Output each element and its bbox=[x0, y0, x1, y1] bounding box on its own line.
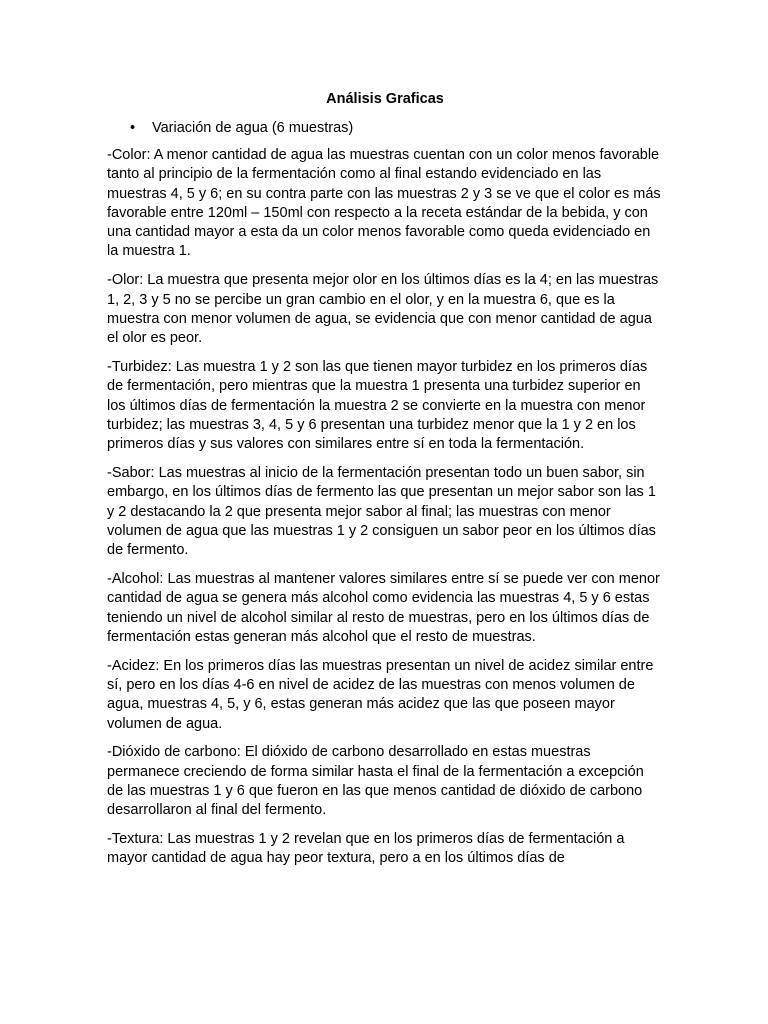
paragraph-dioxido-de-carbono: -Dióxido de carbono: El dióxido de carbono desarrollado en estas muestras permanece creciendo de forma similar hasta el final de la fermentación a excepción de las muestras 1 y 6 que fueron en las que menos cantidad de dióxido de carbono desarrollaron al final del fermento. bbox=[107, 744, 644, 819]
paragraph-olor: -Olor: La muestra que presenta mejor olor en los últimos días es la 4; en las muestras 1, 2, 3 y 5 no se percibe un gran cambio en el olor, y en la muestra 6, que es la muestra con menor volumen de agua, se evidencia que con menor cantidad de agua el olor es peor. bbox=[107, 272, 659, 347]
document-body bbox=[107, 90, 663, 878]
paragraph-sabor: -Sabor: Las muestras al inicio de la fermentación presentan todo un buen sabor, sin embargo, en los últimos días de fermento las que presentan un mejor sabor son las 1 y 2 destacando la 2 que presenta mejor sabor al final; las muestras con menor volumen de agua que las muestras 1 y 2 consiguen un sabor peor en los últimos días de fermento. bbox=[107, 464, 656, 559]
paragraph-acidez: -Acidez: En los primeros días las muestras presentan un nivel de acidez similar entre sí, pero en los días 4-6 en nivel de acidez de las muestras con menos volumen de agua, muestras 4, 5, y 6, estas generan más acidez que las que poseen mayor volumen de agua. bbox=[107, 657, 654, 732]
document-title: Análisis Graficas bbox=[326, 91, 444, 107]
bullet-text: Variación de agua (6 muestras) bbox=[152, 120, 354, 136]
bullet-icon: • bbox=[130, 120, 136, 136]
paragraph-color: -Color: A menor cantidad de agua las muestras cuentan con un color menos favorable tanto al principio de la fermentación como al final estando evidenciado en las muestras 4, 5 y 6; en su contra parte con las muestras 2 y 3 se ve que el color es más favorable entre 120ml – 150ml con respecto a la receta estándar de la bebida, y con una cantidad mayor a esta da un color menos favorable como queda evidenciado en la muestra 1. bbox=[107, 147, 661, 260]
paragraph-alcohol: -Alcohol: Las muestras al mantener valores similares entre sí se puede ver con menor cantidad de agua se genera más alcohol como evidencia las muestras 4, 5 y 6 estas teniendo un nivel de alcohol similar al resto de muestras, pero en los últimos días de fermentación estas generan más alcohol que el resto de muestras. bbox=[107, 570, 660, 645]
paragraph-turbidez: -Turbidez: Las muestra 1 y 2 son las que tienen mayor turbidez en los primeros días de fermentación, pero mientras que la muestra 1 presenta una turbidez superior en los últimos días de fermentación la muestra 2 se convierte en la muestra con menor turbidez; las muestras 3, 4, 5 y 6 presentan una turbidez menor que la 1 y 2 en los primeros días y sus valores con similares entre sí en toda la fermentación. bbox=[107, 358, 648, 453]
paragraph-textura: -Textura: Las muestras 1 y 2 revelan que en los primeros días de fermentación a mayor cantidad de agua hay peor textura, pero a en los últimos días de bbox=[107, 831, 625, 867]
bullet-item bbox=[107, 119, 663, 138]
